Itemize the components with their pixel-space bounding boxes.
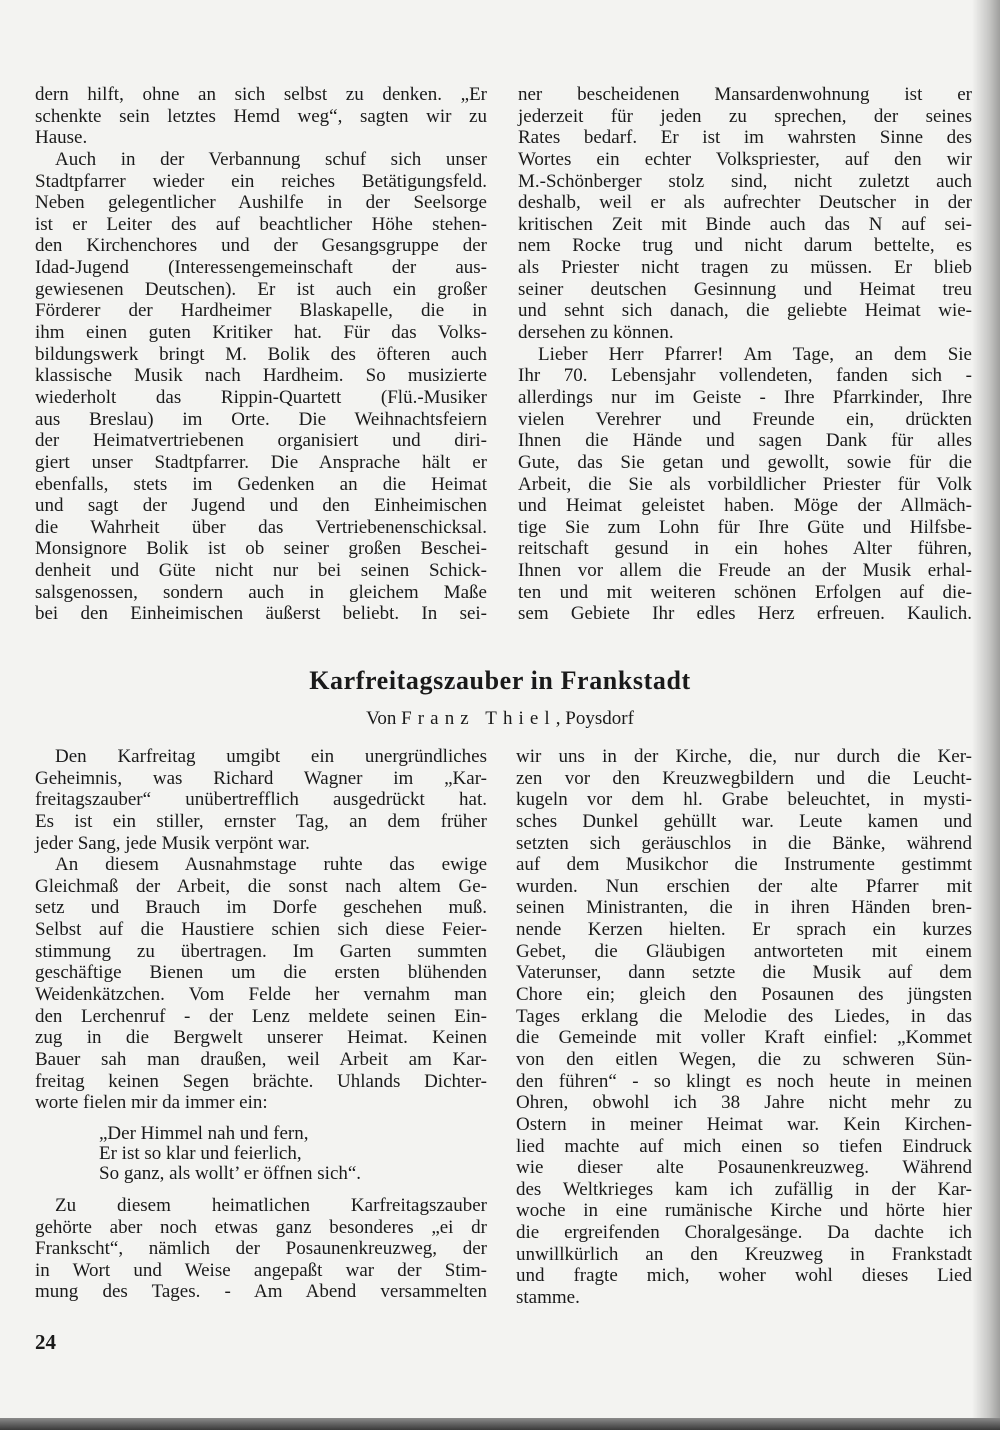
text-line: bildungswerk bringt M. Bolik des öfteren auch [35,343,487,365]
text-line: sem Gebiete Ihr edles Herz erfreuen. Kaulich. [518,603,972,625]
text-line: Ohren, obwohl ich 38 Jahre nicht mehr zu [516,1092,972,1114]
text-line: Ostern in meiner Heimat war. Kein Kirchen- [516,1113,972,1135]
text-line: Es ist ein stiller, ernster Tag, an dem früher [35,810,487,832]
text-line: Wortes ein echter Volkspriester, auf den wir [518,148,972,170]
paragraph [35,84,487,149]
text-line: mung des Tages. - Am Abend versammelten [35,1281,487,1303]
text-line: in Wort und Weise angepaßt war der Stim- [35,1259,487,1281]
text-line: stamme. [516,1287,580,1309]
text-line: Gleichmaß der Arbeit, die sonst nach altem Ge- [35,875,487,897]
article-right-column [516,746,972,1309]
text-line: Frankscht“, nämlich der Posaunenkreuzweg, der [35,1238,487,1260]
text-line: tige Sie zum Lohn für Ihre Güte und Hilfsbe- [518,516,972,538]
text-line: bei den Einheimischen äußerst beliebt. In sei- [35,603,487,625]
page-bottom-edge [0,1418,1000,1430]
text-line: setz und Brauch im Dorfe geschehen muß. [35,897,487,919]
text-line: die ergreifenden Choralgesänge. Da dachte ich [516,1222,972,1244]
text-line: deshalb, weil er als aufrechter Deutscher in der [518,192,972,214]
text-line: kugeln vor dem hl. Grabe beleuchtet, in mysti- [516,789,972,811]
article-byline [0,708,1000,730]
text-line: der Heimatvertriebenen organisiert und diri- [35,430,487,452]
text-line: die Wahrheit über das Vertriebenenschicksal. [35,516,487,538]
text-line: seiner deutschen Gesinnung und Heimat treu [518,278,972,300]
text-line: reitschaft gesund in ein hohes Alter führen, [518,538,972,560]
text-line: Geheimnis, was Richard Wagner im „Kar- [35,767,487,789]
text-line: Vaterunser, dann setzte die Musik auf dem [516,962,972,984]
text-line: worte fielen mir da immer ein: [35,1092,268,1114]
poem-line: Er ist so klar und feierlich, [99,1142,302,1164]
paragraph [35,854,487,1114]
text-line: Den Karfreitag umgibt ein unergründliches [55,746,487,767]
text-line: gewiesenen Deutschen). Er ist auch ein großer [35,278,487,300]
text-line: ner bescheidenen Mansardenwohnung ist er [518,84,972,105]
text-line: An diesem Ausnahmstage ruhte das ewige [55,854,487,876]
text-line: und Heimat geleistet haben. Möge der Allmäch- [518,495,972,517]
text-line: Ihnen die Hände und sagen Dank für alles [518,430,972,452]
text-line: ebenfalls, stets im Gedenken an die Heimat [35,473,487,495]
top-right-column [518,84,972,625]
text-line: Ihr 70. Lebensjahr vollendeten, fanden sich - [518,365,972,387]
text-line: salsgenossen, sondern auch in gleichem Maße [35,581,487,603]
text-line: wiederholt das Rippin-Quartett (Flü.-Musiker [35,386,487,408]
text-line: Rates bedarf. Er ist im wahrsten Sinne des [518,127,972,149]
text-line: klassische Musik nach Hardheim. So musizierte [35,365,487,387]
text-line: freitagszauber“ unübertrefflich ausgedrückt hat. [35,789,487,811]
text-line: Tages erklang die Melodie des Liedes, in das [516,1005,972,1027]
text-line: den Lerchenruf - der Lenz meldete seinen Ein- [35,1005,487,1027]
poem-line: So ganz, als wollt’ er öffnen sich“. [99,1162,362,1184]
text-line: sches Dunkel gehüllt war. Leute kamen und [516,810,972,832]
text-line: von den eitlen Wegen, die zu schweren Sün- [516,1048,972,1070]
text-line: den führen“ - so klingt es noch heute in meinen [516,1070,972,1092]
paragraph [516,746,972,1309]
text-line: Förderer der Hardheimer Blaskapelle, die in [35,300,487,322]
article-title: Karfreitagszauber in Frankstadt [309,666,691,695]
text-line: Zu diesem heimatlichen Karfreitagszauber [55,1194,487,1216]
text-line: Gute, das Sie getan und gewollt, sowie für die [518,451,972,473]
text-line: ten und mit weiteren schönen Erfolgen auf die- [518,581,972,603]
text-line: dersehen zu können. [518,322,674,344]
text-line: Selbst auf die Haustiere schien sich diese Feier- [35,919,487,941]
text-line: dern hilft, ohne an sich selbst zu denken. „Er [35,84,487,105]
byline-location: , Poysdorf [555,708,634,729]
text-line: wie dieser alte Posaunenkreuzweg. Während [516,1157,972,1179]
text-line: Idad-Jugend (Interessengemeinschaft der aus- [35,257,487,279]
text-line: aus Breslau) im Orte. Die Weihnachtsfeiern [35,408,487,430]
text-line: und sehnt sich danach, die geliebte Heimat wie- [518,300,972,322]
text-line: Hause. [35,127,88,149]
text-line: Neben gelegentlicher Aushilfe in der Seelsorge [35,192,487,214]
text-line: M.-Schönberger stolz sind, nicht zuletzt auch [518,170,972,192]
text-line: wir uns in der Kirche, die, nur durch die Ker- [516,746,972,767]
text-line: setzten sich geräuschlos in die Bänke, während [516,832,972,854]
text-line: schenkte sein letztes Hemd weg“, sagten wir zu [35,105,487,127]
text-line: geschäftige Bienen um die ersten blühenden [35,962,487,984]
text-line: freitag keinen Segen brächte. Uhlands Dichter- [35,1070,487,1092]
byline-prefix: Von [366,708,397,729]
text-line: Chore ein; gleich den Posaunen des jüngsten [516,984,972,1006]
poem-quote [35,1124,487,1184]
article-left-column [35,746,487,1303]
text-line: Monsignore Bolik ist ob seiner großen Beschei- [35,538,487,560]
text-line: und fragte mich, woher wohl dieses Lied [516,1265,972,1287]
paragraph [35,746,487,854]
text-line: als Priester nicht tragen zu müssen. Er blieb [518,257,972,279]
text-line: nem Rocke trug und nicht darum bettelte, es [518,235,972,257]
text-line: Auch in der Verbannung schuf sich unser [55,148,487,170]
text-line: woche in eine rumänische Kirche und hörte hier [516,1200,972,1222]
text-line: nende Kerzen hielten. Er sprach ein kurzes [516,919,972,941]
text-line: Ihnen vor allem die Freude an der Musik erhal- [518,560,972,582]
text-line: Bauer sah man draußen, weil Arbeit am Kar- [35,1048,487,1070]
text-line: gehörte aber noch etwas ganz besonderes „ei dr [35,1216,487,1238]
paragraph [518,344,972,625]
text-line: unwillkürlich an den Kreuzweg in Frankstadt [516,1243,972,1265]
text-line: denheit und Güte nicht nur bei seinen Schick- [35,560,487,582]
text-line: den Kirchenchores und der Gesangsgruppe der [35,235,487,257]
paragraph [35,149,487,625]
text-line: giert unser Stadtpfarrer. Die Ansprache hält er [35,451,487,473]
text-line: kritischen Zeit mit Binde auch das N auf sei- [518,213,972,235]
text-line: lied machte auf mich einen so tiefen Eindruck [516,1135,972,1157]
text-line: vielen Verehrer und Freunde ein, drückten [518,408,972,430]
paragraph [518,84,972,344]
text-line: jederzeit für jeden zu sprechen, der seines [518,105,972,127]
text-line: ist er Leiter des auf beachtlicher Höhe stehen- [35,213,487,235]
text-line: Arbeit, die Sie als vorbildlicher Priester für Volk [518,473,972,495]
paragraph [35,1195,487,1303]
text-line: Lieber Herr Pfarrer! Am Tage, an dem Sie [538,343,972,365]
text-line: seinen Ministranten, die in ihren Händen bren- [516,897,972,919]
text-line: des Weltkrieges kam ich zufällig in der Kar- [516,1178,972,1200]
text-line: und sagt der Jugend und den Einheimischen [35,495,487,517]
text-line: zen vor den Kreuzwegbildern und die Leucht- [516,767,972,789]
poem-line: „Der Himmel nah und fern, [99,1122,309,1144]
text-line: ihm einen guten Kritiker hat. Für das Volks- [35,322,487,344]
text-line: Gebet, die Gläubigen antworteten mit einem [516,940,972,962]
text-line: die Gemeinde mit voller Kraft einfiel: „Kommet [516,1027,972,1049]
text-line: zug in die Bergwelt unserer Heimat. Keinen [35,1027,487,1049]
top-left-column [35,84,487,625]
text-line: wurden. Nun erschien der alte Pfarrer mit [516,875,972,897]
text-line: auf dem Musikchor die Instrumente gestimmt [516,854,972,876]
text-line: Stadtpfarrer wieder ein reiches Betätigungsfeld. [35,170,487,192]
text-line: stimmung zu übertragen. Im Garten summten [35,940,487,962]
byline-author: Franz Thiel [401,708,556,729]
text-line: allerdings nur im Geiste - Ihre Pfarrkinder, Ihre [518,386,972,408]
page-number: 24 [35,1330,56,1354]
text-line: Weidenkätzchen. Vom Felde her vernahm man [35,984,487,1006]
text-line: jeder Sang, jede Musik verpönt war. [35,832,310,854]
